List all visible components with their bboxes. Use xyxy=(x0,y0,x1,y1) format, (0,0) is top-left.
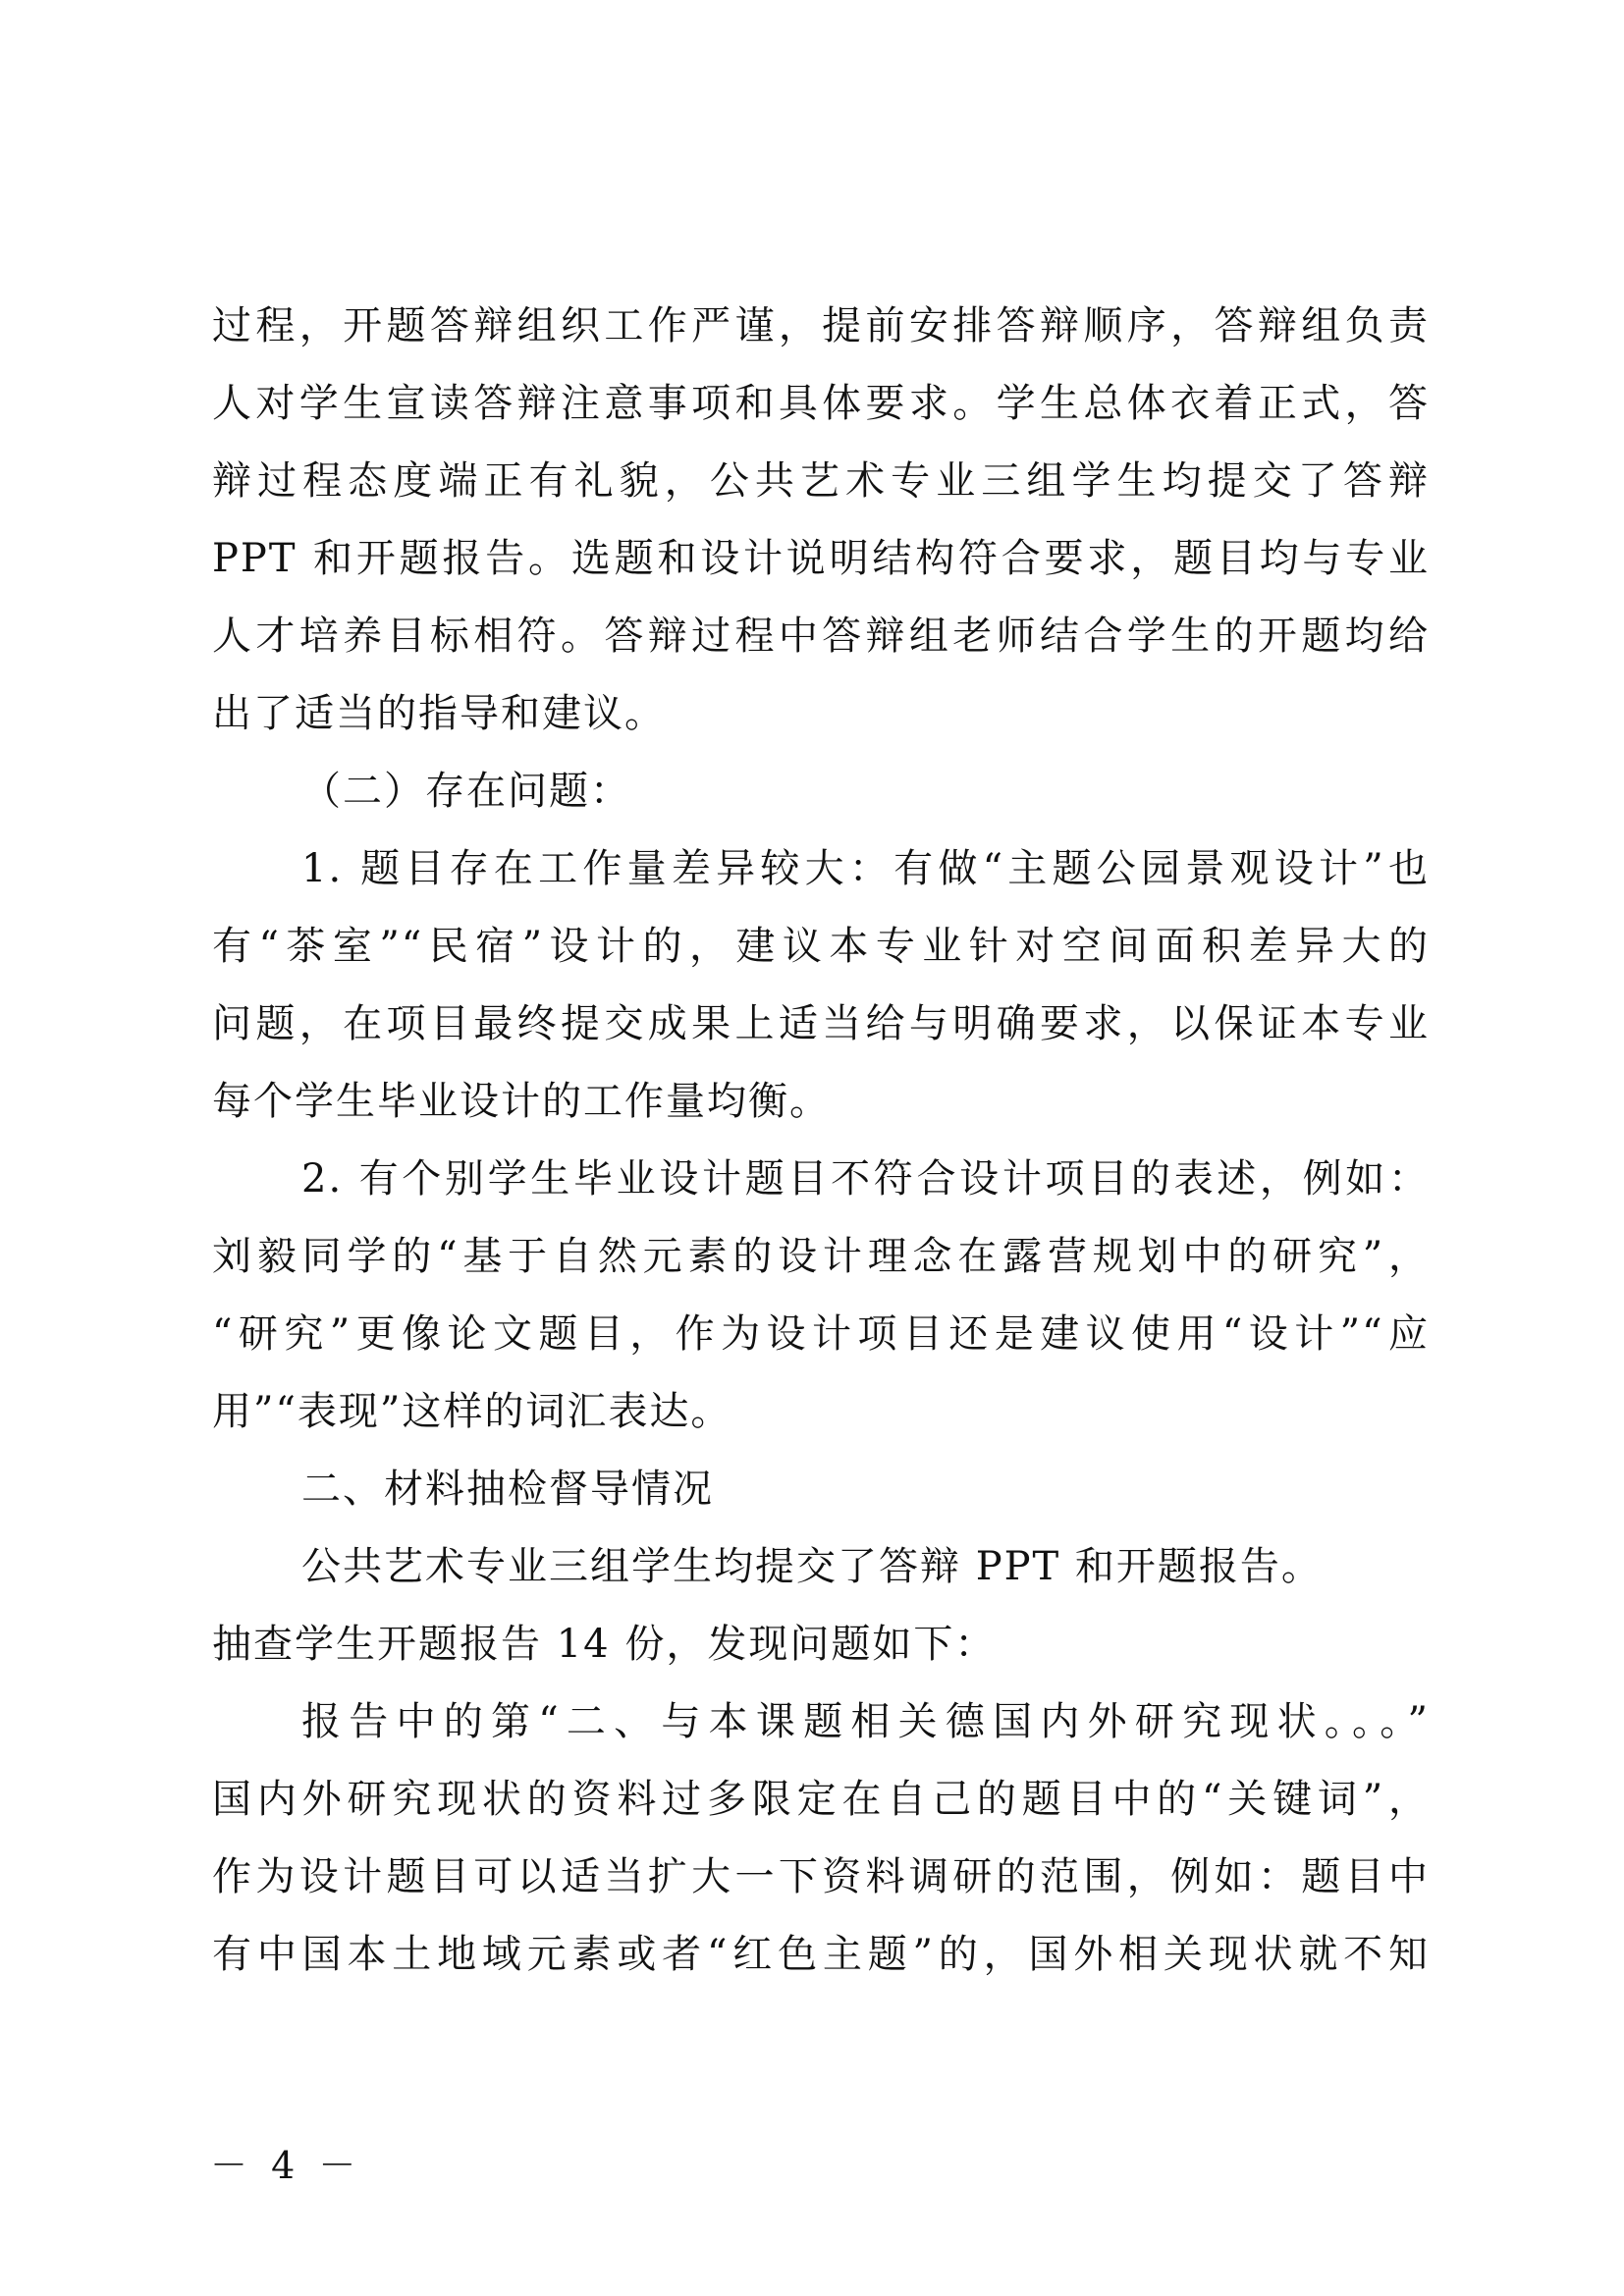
body-line-6: 出了适当的指导和建议。 xyxy=(212,691,666,736)
body-line-4: PPT 和开题报告。选题和设计说明结构符合要求，题目均与专业 xyxy=(212,536,1430,581)
section-heading-problems: （二）存在问题： xyxy=(301,769,631,814)
body-line-8: 1. 题目存在工作量差异较大：有做“主题公园景观设计”也 xyxy=(301,846,1430,891)
page-number: － 4 － xyxy=(210,2144,362,2187)
body-line-19: 报告中的第“二、与本课题相关德国内外研究现状。。。” xyxy=(301,1699,1430,1744)
body-line-3: 辩过程态度端正有礼貌，公共艺术专业三组学生均提交了答辩 xyxy=(212,458,1430,504)
body-line-13: 刘毅同学的“基于自然元素的设计理念在露营规划中的研究”， xyxy=(212,1234,1430,1279)
body-line-21: 作为设计题目可以适当扩大一下资料调研的范围，例如：题目中 xyxy=(212,1854,1430,1899)
body-line-11: 每个学生毕业设计的工作量均衡。 xyxy=(212,1079,831,1124)
section-heading-materials: 二、材料抽检督导情况 xyxy=(301,1467,714,1512)
body-line-22: 有中国本土地域元素或者“红色主题”的，国外相关现状就不知 xyxy=(212,1932,1430,1977)
body-line-18: 抽查学生开题报告 14 份，发现问题如下： xyxy=(212,1622,997,1667)
body-line-14: “研究”更像论文题目，作为设计项目还是建议使用“设计”“应 xyxy=(212,1311,1430,1357)
body-line-2: 人对学生宣读答辩注意事项和具体要求。学生总体衣着正式，答 xyxy=(212,381,1430,426)
body-line-9: 有“茶室”“民宿”设计的，建议本专业针对空间面积差异大的 xyxy=(212,924,1430,969)
body-line-1: 过程，开题答辩组织工作严谨，提前安排答辩顺序，答辩组负责 xyxy=(212,303,1430,348)
body-line-15: 用”“表现”这样的词汇表达。 xyxy=(212,1389,732,1434)
body-line-10: 问题，在项目最终提交成果上适当给与明确要求，以保证本专业 xyxy=(212,1001,1430,1046)
body-line-12: 2. 有个别学生毕业设计题目不符合设计项目的表述，例如： xyxy=(301,1156,1430,1201)
body-line-20: 国内外研究现状的资料过多限定在自己的题目中的“关键词”， xyxy=(212,1777,1430,1822)
body-line-17: 公共艺术专业三组学生均提交了答辩 PPT 和开题报告。 xyxy=(301,1544,1323,1589)
body-line-5: 人才培养目标相符。答辩过程中答辩组老师结合学生的开题均给 xyxy=(212,614,1430,659)
